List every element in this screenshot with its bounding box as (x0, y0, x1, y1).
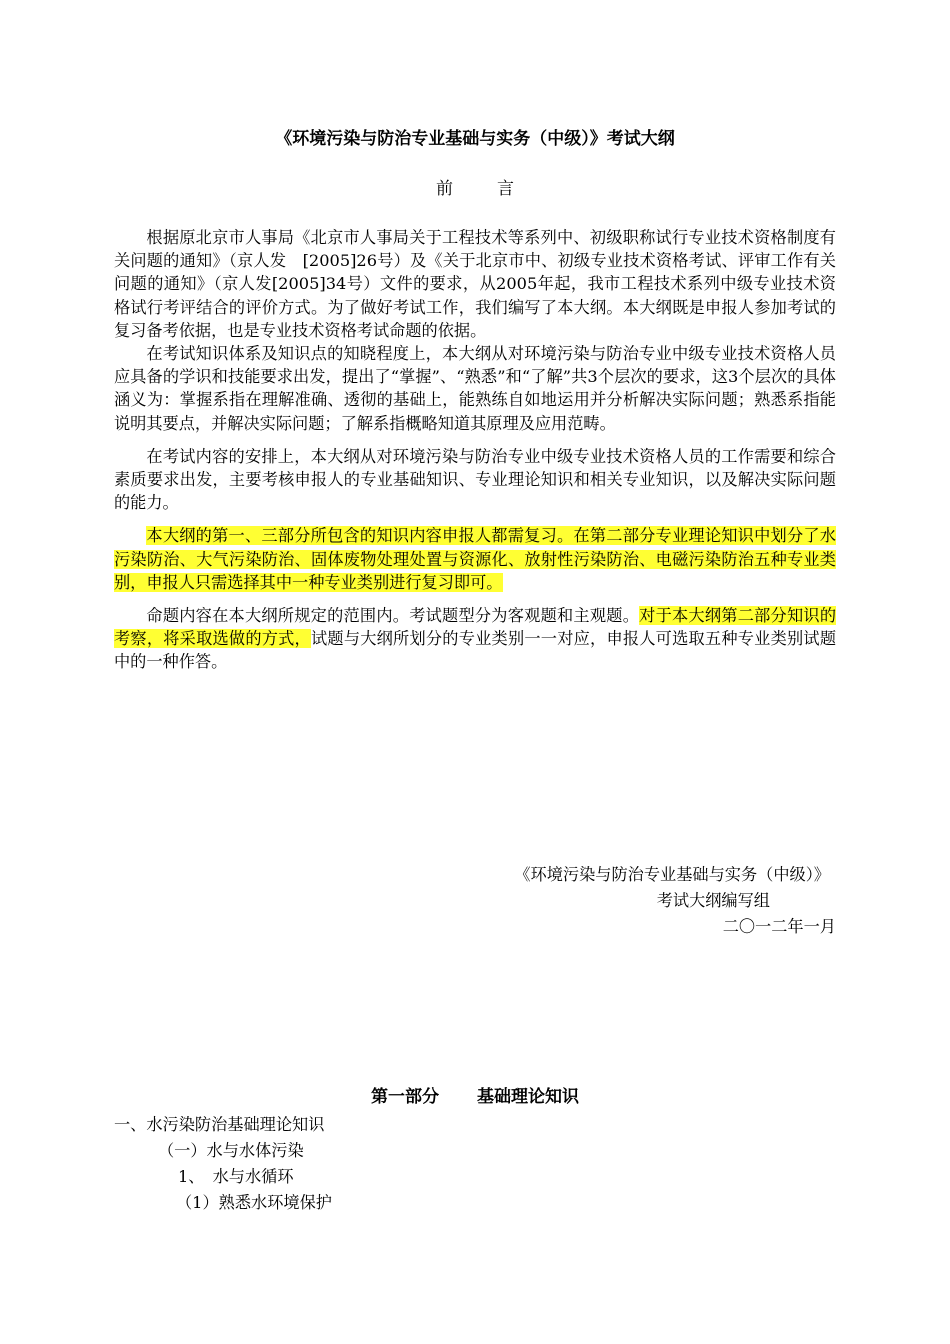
highlighted-text: 对于本大纲第二部分知识的考察，将采取选做的方式， (114, 606, 837, 649)
signature-org: 《环境污染与防治专业基础与实务（中级）》 (514, 865, 830, 884)
document-title: 《环境污染与防治专业基础与实务（中级）》考试大纲 (275, 129, 675, 149)
paragraph (114, 604, 836, 674)
outline-item-level-2: （一）水与水体污染 (158, 1141, 304, 1160)
foreword-heading-char: 言 (497, 179, 514, 199)
foreword-heading (0, 178, 950, 200)
foreword-heading-char: 前 (436, 179, 453, 199)
outline-list (114, 1112, 332, 1216)
signature-group: 考试大纲编写组 (656, 891, 770, 910)
highlighted-text: 本大纲的第一、三部分所包含的知识内容申报人都需复习。在第二部分专业理论知识中划分了水污染防治、大气污染防治、固体废物处理处置与资源化、放射性污染防治、电磁污染防治五种专业类别，申报人只需选择其中一种专业类别进行复习即可。 (114, 526, 836, 592)
outline-item-level-4: （1）熟悉水环境保护 (176, 1193, 332, 1212)
paragraph-text: 试题与大纲所划分的专业类别一一对应，申报人可选取五种专业类别试题中的一种作答。 (114, 629, 837, 672)
paragraph-text: 命题内容在本大纲所规定的范围内。考试题型分为客观题和主观题。 (146, 606, 640, 626)
foreword-body (114, 226, 836, 674)
signature-date: 二〇一二年一月 (722, 917, 836, 936)
part-one-title: 基础理论知识 (477, 1087, 579, 1107)
paragraph (114, 445, 836, 515)
paragraph-highlighted (114, 524, 836, 594)
paragraph-text: 根据原北京市人事局《北京市人事局关于工程技术等系列中、初级职称试行专业技术资格制度有关问题的通知》（京人发 [2005]26号）及《关于北京市中、初级专业技术资格考试、评审工作有关问题的通知》（京人发[2005]34号）文件的要求，从2005年起，我市工程技术系列中级专业技术资格试行考评结合的评价方式。为了做好考试工作，我们编写了本大纲。本大纲既是申报人参加考试的复习备考依据，也是专业技术资格考试命题的依据。 (114, 228, 836, 340)
part-one-label: 第一部分 (371, 1087, 439, 1107)
paragraph-text: 在考试知识体系及知识点的知晓程度上，本大纲从对环境污染与防治专业中级专业技术资格人员应具备的学识和技能要求出发，提出了“掌握”、“熟悉”和“了解”共3个层次的要求，这3个层次的具体涵义为：掌握系指在理解准确、透彻的基础上，能熟练自如地运用并分析解决实际问题；熟悉系指能说明其要点，并解决实际问题；了解系指概略知道其原理及应用范畴。 (114, 344, 836, 433)
signature-block (114, 862, 836, 940)
outline-item-level-1: 一、水污染防治基础理论知识 (114, 1115, 325, 1134)
paragraph-text: 在考试内容的安排上，本大纲从对环境污染与防治专业中级专业技术资格人员的工作需要和综合素质要求出发，主要考核申报人的专业基础知识、专业理论知识和相关专业知识，以及解决实际问题的能力。 (114, 446, 836, 513)
paragraph (114, 342, 836, 435)
part-one-heading (0, 1086, 950, 1108)
outline-item-level-3: 1、 水与水循环 (178, 1167, 294, 1186)
paragraph (114, 226, 836, 342)
